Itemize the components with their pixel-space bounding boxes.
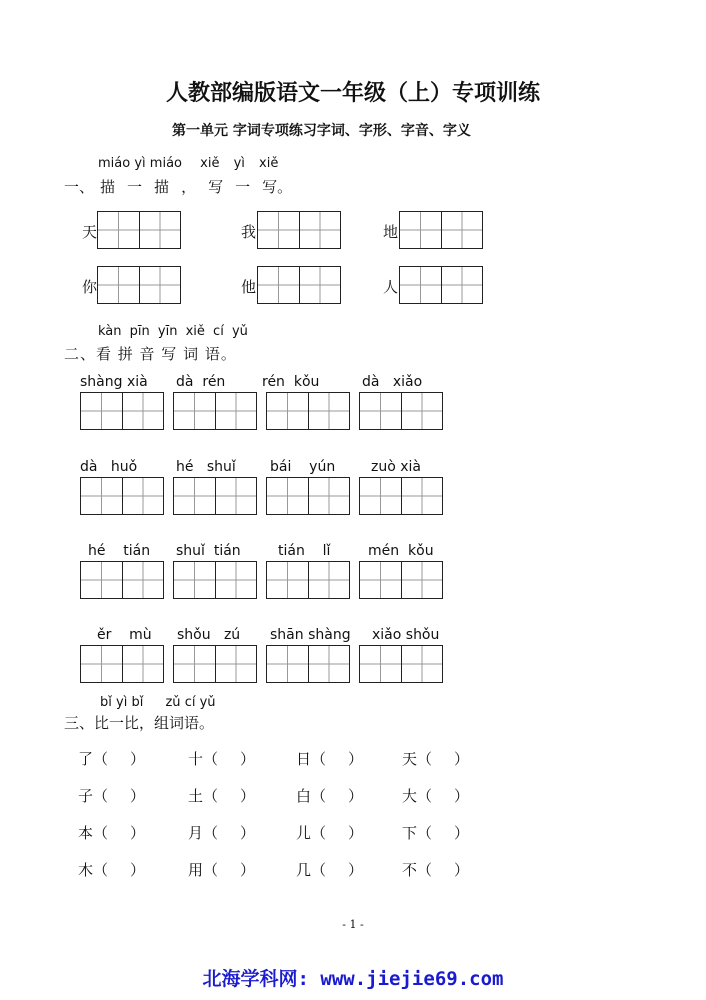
grid-cell[interactable] bbox=[81, 393, 122, 429]
base-char: 了 bbox=[78, 750, 94, 768]
pinyin-prompt: hé shuǐ bbox=[176, 459, 236, 475]
open-paren: （ bbox=[203, 824, 219, 842]
grid-cell[interactable] bbox=[308, 562, 349, 598]
base-char: 大 bbox=[402, 787, 418, 805]
pinyin-syllable: xiě bbox=[200, 156, 220, 171]
open-paren: （ bbox=[203, 750, 219, 768]
tianzi-grid[interactable] bbox=[173, 561, 257, 599]
grid-cell[interactable] bbox=[299, 212, 340, 248]
close-paren: ） bbox=[348, 750, 364, 768]
grid-cell[interactable] bbox=[360, 393, 401, 429]
grid-cell[interactable] bbox=[401, 562, 442, 598]
close-paren: ） bbox=[240, 824, 256, 842]
open-paren: （ bbox=[417, 750, 433, 768]
close-paren: ） bbox=[454, 750, 470, 768]
grid-cell[interactable] bbox=[139, 267, 180, 303]
tianzi-grid[interactable] bbox=[80, 561, 164, 599]
pinyin-prompt: shān shàng bbox=[270, 627, 351, 643]
site-watermark: 北海学科网: www.jiejie69.com bbox=[202, 968, 504, 990]
base-char: 用 bbox=[188, 861, 204, 879]
pinyin-prompt: dà rén bbox=[176, 374, 226, 390]
tianzi-grid[interactable] bbox=[173, 392, 257, 430]
tianzi-grid[interactable] bbox=[266, 561, 350, 599]
grid-cell[interactable] bbox=[308, 393, 349, 429]
section3-pinyin bbox=[100, 695, 216, 710]
grid-cell[interactable] bbox=[258, 267, 299, 303]
pinyin-syllable: bǐ bbox=[100, 695, 112, 710]
base-char: 不 bbox=[402, 861, 418, 879]
base-char: 木 bbox=[78, 861, 94, 879]
pinyin-syllable: xiě bbox=[185, 324, 205, 339]
tianzi-grid[interactable] bbox=[359, 392, 443, 430]
grid-cell[interactable] bbox=[267, 478, 308, 514]
base-char: 日 bbox=[296, 750, 312, 768]
word-group-item bbox=[78, 859, 145, 880]
pinyin-prompt: zuò xià bbox=[371, 459, 421, 475]
heading-char: 写。 bbox=[262, 178, 293, 196]
pinyin-syllable: yǔ bbox=[231, 324, 248, 339]
close-paren: ） bbox=[454, 787, 470, 805]
open-paren: （ bbox=[311, 824, 327, 842]
grid-cell[interactable] bbox=[267, 562, 308, 598]
grid-cell[interactable] bbox=[299, 267, 340, 303]
close-paren: ） bbox=[348, 861, 364, 879]
close-paren: ） bbox=[348, 824, 364, 842]
trace-char: 我 bbox=[241, 223, 257, 241]
section-number: 一、 bbox=[64, 178, 95, 196]
open-paren: （ bbox=[93, 750, 109, 768]
grid-cell[interactable] bbox=[81, 646, 122, 682]
word-group-item bbox=[78, 822, 145, 843]
heading-char: 一 bbox=[127, 178, 143, 196]
pinyin-prompt: shǒu zú bbox=[177, 627, 241, 643]
pinyin-prompt: tián lǐ bbox=[278, 543, 331, 559]
pinyin-prompt: rén kǒu bbox=[262, 374, 320, 390]
tianzi-grid[interactable] bbox=[266, 645, 350, 683]
grid-cell[interactable] bbox=[98, 212, 139, 248]
page-title: 人教部编版语文一年级（上）专项训练 bbox=[165, 80, 540, 106]
base-char: 天 bbox=[402, 750, 418, 768]
grid-cell[interactable] bbox=[360, 562, 401, 598]
pinyin-syllable: yì bbox=[233, 156, 245, 171]
base-char: 十 bbox=[188, 750, 204, 768]
open-paren: （ bbox=[203, 861, 219, 879]
open-paren: （ bbox=[203, 787, 219, 805]
open-paren: （ bbox=[311, 750, 327, 768]
heading-char: 一 bbox=[235, 178, 251, 196]
word-group-item bbox=[188, 748, 255, 769]
grid-cell[interactable] bbox=[174, 393, 215, 429]
pinyin-prompt: shuǐ tián bbox=[176, 543, 241, 559]
tianzi-grid[interactable] bbox=[80, 645, 164, 683]
grid-cell[interactable] bbox=[360, 478, 401, 514]
section1-pinyin bbox=[98, 156, 278, 171]
open-paren: （ bbox=[311, 787, 327, 805]
section3-heading: 三、比一比，组词语。 bbox=[64, 714, 215, 732]
grid-cell[interactable] bbox=[215, 646, 256, 682]
page-number: - 1 - bbox=[342, 918, 364, 931]
grid-cell[interactable] bbox=[401, 646, 442, 682]
tianzi-grid[interactable] bbox=[97, 266, 181, 304]
tianzi-grid[interactable] bbox=[97, 211, 181, 249]
word-group-item bbox=[402, 785, 469, 806]
base-char: 儿 bbox=[296, 824, 312, 842]
close-paren: ） bbox=[240, 750, 256, 768]
base-char: 子 bbox=[78, 787, 94, 805]
grid-cell[interactable] bbox=[139, 212, 180, 248]
close-paren: ） bbox=[130, 861, 146, 879]
word-group-item bbox=[78, 748, 145, 769]
pinyin-syllable: miáo bbox=[149, 156, 182, 171]
tianzi-grid[interactable] bbox=[80, 477, 164, 515]
tianzi-grid[interactable] bbox=[266, 477, 350, 515]
heading-char: 描 bbox=[154, 178, 170, 196]
pinyin-syllable: xiě bbox=[259, 156, 279, 171]
close-paren: ） bbox=[130, 824, 146, 842]
grid-cell[interactable] bbox=[401, 478, 442, 514]
grid-cell[interactable] bbox=[441, 267, 482, 303]
base-char: 土 bbox=[188, 787, 204, 805]
pinyin-syllable: bǐ bbox=[131, 695, 144, 710]
pinyin-prompt: shàng xià bbox=[80, 374, 148, 390]
section1-heading bbox=[64, 176, 304, 197]
word-group-item bbox=[188, 859, 255, 880]
grid-cell[interactable] bbox=[400, 267, 441, 303]
pinyin-syllable: kàn bbox=[98, 324, 122, 339]
close-paren: ） bbox=[130, 787, 146, 805]
close-paren: ） bbox=[454, 861, 470, 879]
word-group-item bbox=[296, 785, 363, 806]
section2-pinyin bbox=[98, 324, 248, 339]
tianzi-grid[interactable] bbox=[173, 477, 257, 515]
grid-cell[interactable] bbox=[215, 393, 256, 429]
word-group-item bbox=[296, 822, 363, 843]
close-paren: ） bbox=[240, 861, 256, 879]
open-paren: （ bbox=[93, 787, 109, 805]
grid-cell[interactable] bbox=[308, 646, 349, 682]
grid-cell[interactable] bbox=[81, 562, 122, 598]
pinyin-prompt: bái yún bbox=[270, 459, 336, 475]
pinyin-syllable: pīn bbox=[129, 324, 150, 339]
grid-cell[interactable] bbox=[174, 478, 215, 514]
open-paren: （ bbox=[311, 861, 327, 879]
grid-cell[interactable] bbox=[215, 478, 256, 514]
trace-char: 他 bbox=[241, 278, 257, 296]
base-char: 月 bbox=[188, 824, 204, 842]
pinyin-syllable: zǔ bbox=[165, 695, 181, 710]
heading-char: ， bbox=[181, 178, 197, 196]
tianzi-grid[interactable] bbox=[359, 477, 443, 515]
grid-cell[interactable] bbox=[258, 212, 299, 248]
pinyin-prompt: mén kǒu bbox=[368, 543, 434, 559]
close-paren: ） bbox=[130, 750, 146, 768]
grid-cell[interactable] bbox=[122, 646, 163, 682]
pinyin-syllable: cí bbox=[213, 324, 224, 339]
page-subtitle: 第一单元 字词专项练习字词、字形、字音、字义 bbox=[172, 123, 471, 139]
tianzi-grid[interactable] bbox=[266, 392, 350, 430]
tianzi-grid[interactable] bbox=[399, 266, 483, 304]
trace-char: 你 bbox=[82, 278, 98, 296]
grid-cell[interactable] bbox=[441, 212, 482, 248]
word-group-item bbox=[188, 822, 255, 843]
grid-cell[interactable] bbox=[308, 478, 349, 514]
grid-cell[interactable] bbox=[81, 478, 122, 514]
grid-cell[interactable] bbox=[174, 562, 215, 598]
grid-cell[interactable] bbox=[360, 646, 401, 682]
open-paren: （ bbox=[417, 861, 433, 879]
tianzi-grid[interactable] bbox=[257, 211, 341, 249]
tianzi-grid[interactable] bbox=[359, 561, 443, 599]
grid-cell[interactable] bbox=[122, 562, 163, 598]
close-paren: ） bbox=[348, 787, 364, 805]
pinyin-prompt: dà huǒ bbox=[80, 459, 138, 475]
close-paren: ） bbox=[454, 824, 470, 842]
grid-cell[interactable] bbox=[122, 393, 163, 429]
open-paren: （ bbox=[93, 824, 109, 842]
word-group-item bbox=[296, 748, 363, 769]
tianzi-grid[interactable] bbox=[80, 392, 164, 430]
open-paren: （ bbox=[417, 824, 433, 842]
tianzi-grid[interactable] bbox=[257, 266, 341, 304]
base-char: 白 bbox=[296, 787, 312, 805]
word-group-item bbox=[296, 859, 363, 880]
grid-cell[interactable] bbox=[267, 393, 308, 429]
pinyin-syllable: cí bbox=[184, 695, 196, 710]
section2-heading: 二、看 拼 音 写 词 语。 bbox=[64, 345, 237, 363]
word-group-item bbox=[78, 785, 145, 806]
close-paren: ） bbox=[240, 787, 256, 805]
base-char: 几 bbox=[296, 861, 312, 879]
word-group-item bbox=[188, 785, 255, 806]
open-paren: （ bbox=[417, 787, 433, 805]
heading-char: 写 bbox=[208, 178, 224, 196]
pinyin-syllable: miáo bbox=[98, 156, 131, 171]
pinyin-syllable: yì bbox=[134, 156, 146, 171]
tianzi-grid[interactable] bbox=[359, 645, 443, 683]
grid-cell[interactable] bbox=[174, 646, 215, 682]
pinyin-prompt: ěr mù bbox=[97, 627, 152, 643]
trace-char: 地 bbox=[383, 223, 399, 241]
pinyin-syllable: yīn bbox=[157, 324, 178, 339]
open-paren: （ bbox=[93, 861, 109, 879]
pinyin-prompt: hé tián bbox=[88, 543, 151, 559]
word-group-item bbox=[402, 859, 469, 880]
base-char: 本 bbox=[78, 824, 94, 842]
grid-cell[interactable] bbox=[98, 267, 139, 303]
grid-cell[interactable] bbox=[122, 478, 163, 514]
pinyin-prompt: xiǎo shǒu bbox=[372, 627, 440, 643]
word-group-item bbox=[402, 822, 469, 843]
pinyin-prompt: dà xiǎo bbox=[362, 374, 423, 390]
base-char: 下 bbox=[402, 824, 418, 842]
word-group-item bbox=[402, 748, 469, 769]
pinyin-syllable: yǔ bbox=[199, 695, 216, 710]
trace-char: 人 bbox=[383, 278, 399, 296]
tianzi-grid[interactable] bbox=[173, 645, 257, 683]
tianzi-grid[interactable] bbox=[399, 211, 483, 249]
grid-cell[interactable] bbox=[400, 212, 441, 248]
trace-char: 天 bbox=[82, 223, 98, 241]
grid-cell[interactable] bbox=[215, 562, 256, 598]
grid-cell[interactable] bbox=[267, 646, 308, 682]
pinyin-syllable: yì bbox=[116, 695, 128, 710]
grid-cell[interactable] bbox=[401, 393, 442, 429]
heading-char: 描 bbox=[100, 178, 116, 196]
